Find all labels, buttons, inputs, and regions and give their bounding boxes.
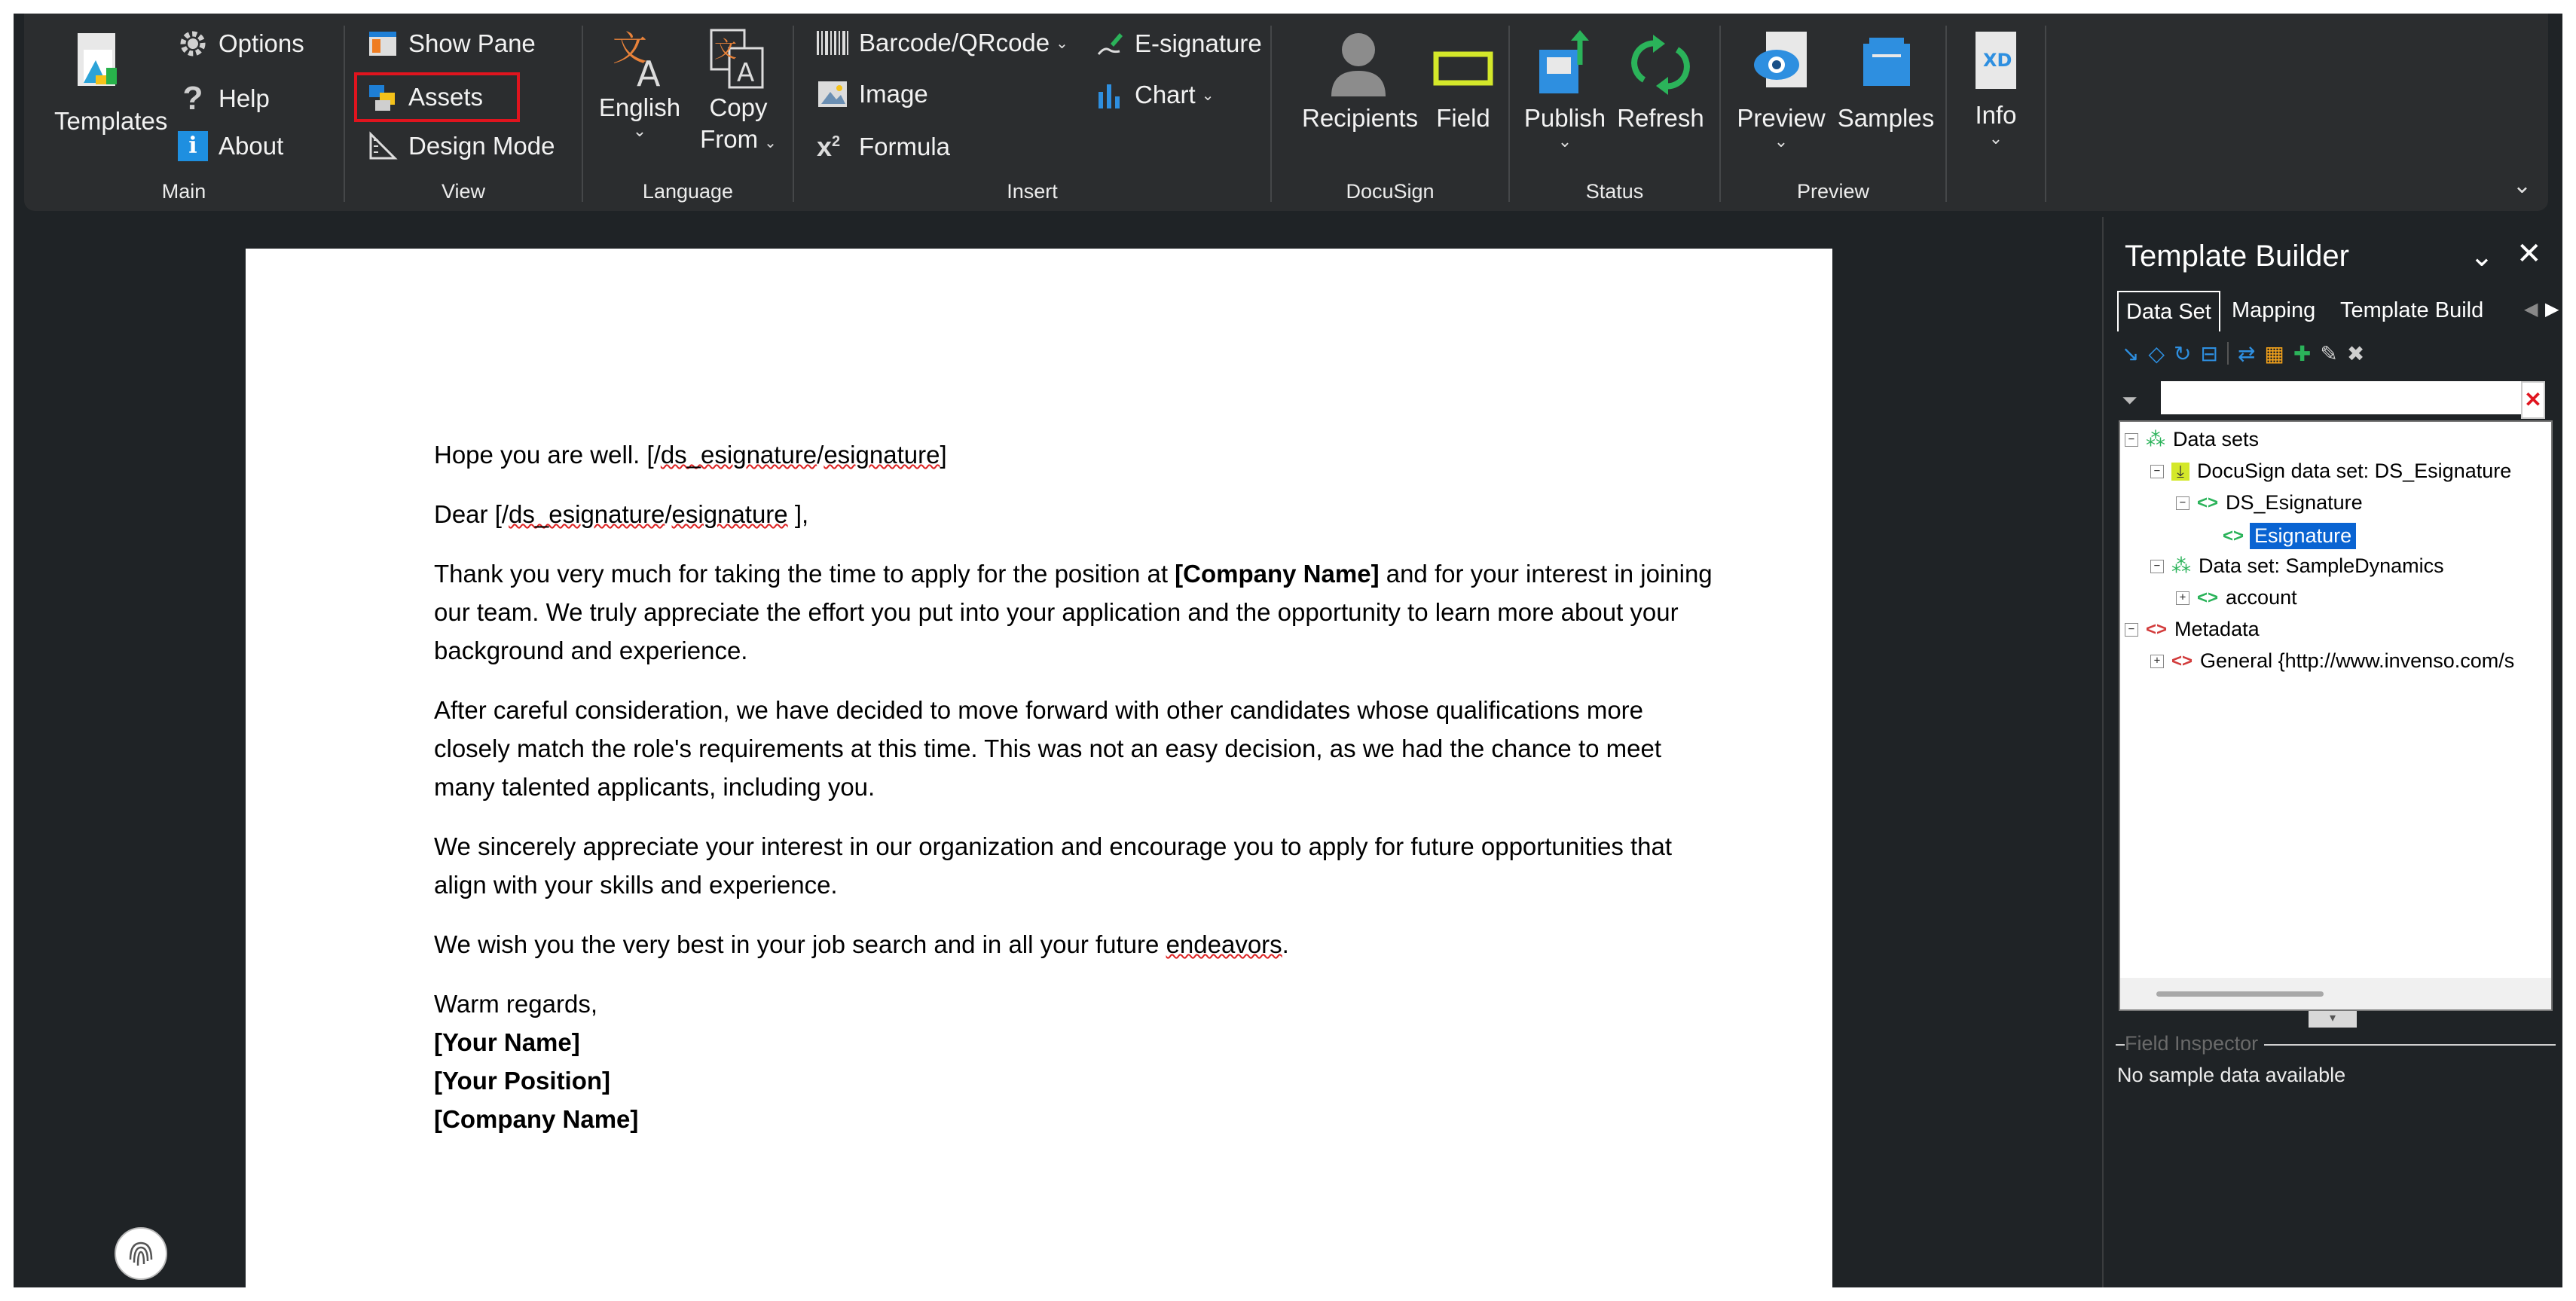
hierarchy-icon: ⁂	[2146, 428, 2165, 450]
no-sample-data-text: No sample data available	[2117, 1064, 2346, 1086]
chart-label: Chart	[1135, 81, 1196, 108]
about-label: About	[218, 132, 284, 160]
fingerprint-icon	[124, 1237, 157, 1270]
chevron-down-icon: ⌄	[764, 135, 777, 151]
splitter-handle[interactable]: ▾	[2309, 1011, 2357, 1028]
group-status-label: Status	[1585, 180, 1644, 203]
panel-collapse-button[interactable]: ⌄	[2470, 241, 2494, 273]
image-icon	[817, 80, 848, 108]
english-label: English	[598, 93, 681, 121]
add-dataset-icon[interactable]: ✚	[2293, 341, 2312, 365]
group-docusign-label: DocuSign	[1346, 180, 1435, 203]
toolbar-separator	[2227, 342, 2229, 365]
templates-label: Templates	[54, 107, 168, 135]
scrollbar-thumb[interactable]	[2156, 991, 2324, 997]
show-pane-button[interactable]	[368, 29, 536, 59]
fingerprint-button[interactable]	[115, 1227, 167, 1280]
tree-node-data-sets[interactable]: − ⁂ Data sets	[2125, 428, 2259, 451]
group-preview-label: Preview	[1796, 180, 1870, 203]
tree-node-metadata[interactable]: − <> Metadata	[2125, 618, 2260, 641]
design-mode-button[interactable]	[368, 131, 555, 161]
group-language	[583, 14, 793, 211]
chart-icon	[1094, 80, 1124, 110]
about-button[interactable]	[178, 131, 283, 161]
formula-button[interactable]	[817, 131, 950, 163]
document-body[interactable]	[434, 435, 1715, 1138]
group-main-label: Main	[161, 180, 206, 203]
templates-button[interactable]	[54, 30, 168, 137]
svg-text:文: 文	[613, 28, 647, 69]
image-button[interactable]	[817, 80, 928, 108]
closing-line: Warm regards,	[434, 990, 597, 1018]
tree-node-account[interactable]: + <> account	[2176, 586, 2297, 609]
panel-title: Template Builder	[2125, 240, 2349, 273]
collapse-icon[interactable]: −	[2176, 496, 2189, 510]
import-icon[interactable]: ↘	[2122, 341, 2140, 365]
barcode-button[interactable]	[817, 29, 1068, 57]
expand-icon[interactable]: +	[2176, 591, 2189, 605]
publish-label: Publish	[1523, 104, 1606, 132]
barcode-icon	[817, 29, 848, 56]
element-icon: <>	[2146, 618, 2168, 640]
chevron-down-icon: ⌄	[1557, 132, 1572, 151]
group-preview	[1721, 14, 1945, 211]
tree-node-general[interactable]: + <> General {http://www.invenso.com/s	[2150, 649, 2514, 673]
options-label: Options	[218, 29, 304, 57]
data-tree	[2119, 420, 2553, 1011]
paragraph-dear: Dear [/ds_esignature/esignature ],	[434, 500, 809, 528]
esignature-icon	[1094, 29, 1124, 59]
group-docusign	[1272, 14, 1508, 211]
formula-label: Formula	[859, 133, 951, 160]
design-mode-label: Design Mode	[408, 132, 555, 160]
panel-toolbar	[2122, 340, 2364, 367]
assets-button[interactable]	[354, 72, 520, 122]
signature-company: [Company Name]	[434, 1105, 639, 1133]
tree-node-ds-esignature[interactable]: − <> DS_Esignature	[2176, 491, 2363, 515]
template-builder-panel	[2102, 217, 2562, 1287]
diamond-icon[interactable]: ◇	[2148, 341, 2165, 365]
chevron-down-icon: ⌄	[1774, 132, 1789, 151]
hierarchy-icon: ⁂	[2171, 554, 2191, 577]
copy-label: Copy	[709, 93, 768, 121]
paragraph-appreciation: We sincerely appreciate your interest in our organization and encourage you to apply for future opportunities that align with your skills and experience.	[434, 832, 1673, 899]
preview-button[interactable]	[1736, 27, 1826, 149]
filter-icon: ⏷	[2122, 389, 2137, 411]
panel-close-button[interactable]: ✕	[2516, 237, 2542, 270]
field-label: Field	[1436, 104, 1490, 132]
refresh-button[interactable]	[1615, 27, 1706, 134]
from-label: From	[700, 125, 759, 153]
info-label: Info	[1975, 101, 2017, 129]
copy-from-button[interactable]	[693, 27, 784, 159]
panel-tabs	[2117, 291, 2558, 330]
group-insert	[794, 14, 1270, 211]
help-label: Help	[218, 84, 270, 112]
collapse-icon[interactable]: −	[2150, 560, 2164, 573]
recipients-label: Recipients	[1302, 104, 1419, 132]
field-inspector-label: Field Inspector	[2125, 1032, 2264, 1055]
svg-text:文: 文	[714, 37, 737, 63]
tree-node-docusign-ds[interactable]: − ⤓ DocuSign data set: DS_Esignature	[2150, 460, 2511, 483]
assets-icon	[368, 82, 398, 112]
add-node-icon[interactable]: ⇄	[2237, 341, 2256, 365]
publish-icon	[1533, 27, 1597, 99]
tab-data-set[interactable]: Data Set	[2117, 291, 2220, 331]
tab-mapping[interactable]: Mapping	[2232, 298, 2316, 322]
download-icon: ⤓	[2171, 463, 2189, 481]
refresh-icon	[1629, 27, 1692, 99]
templates-icon	[73, 30, 126, 102]
group-view-label: View	[441, 180, 486, 203]
collapse-all-icon[interactable]: ⊟	[2200, 341, 2218, 365]
element-icon: <>	[2171, 650, 2193, 671]
image-label: Image	[859, 80, 928, 108]
esignature-label: E-signature	[1135, 29, 1262, 57]
svg-text:A: A	[737, 58, 755, 88]
document-area	[14, 211, 2101, 1287]
tab-scroll-left-icon[interactable]: ◀	[2524, 299, 2538, 319]
assets-label: Assets	[408, 83, 484, 111]
paragraph-greeting: Hope you are well. [/ds_esignature/esignature]	[434, 441, 947, 469]
svg-text:XD: XD	[1983, 50, 2012, 71]
group-main	[24, 14, 344, 211]
info-document-icon	[1969, 27, 2022, 96]
copy-language-icon	[708, 27, 769, 89]
element-icon: <>	[2197, 587, 2219, 608]
svg-text:A: A	[637, 53, 661, 89]
ribbon	[24, 14, 2548, 211]
help-button[interactable]	[178, 80, 270, 118]
esignature-button[interactable]	[1094, 29, 1262, 59]
element-icon: <>	[2223, 525, 2244, 546]
document-page[interactable]	[246, 249, 1832, 1287]
recipients-button[interactable]	[1302, 27, 1419, 134]
tab-template-build[interactable]: Template Build	[2340, 298, 2484, 322]
group-status	[1510, 14, 1719, 211]
preview-label: Preview	[1737, 104, 1826, 132]
group-view	[345, 14, 582, 211]
chart-button[interactable]	[1094, 80, 1214, 110]
preview-icon	[1749, 27, 1813, 99]
search-input[interactable]	[2161, 381, 2521, 414]
chevron-down-icon: ⌄	[1988, 129, 2003, 148]
delete-icon[interactable]: ✖	[2346, 341, 2365, 365]
chevron-down-icon: ⌄	[1201, 87, 1215, 104]
table-icon[interactable]: ▦	[2264, 341, 2284, 365]
app-window	[14, 14, 2562, 1287]
group-info	[1947, 14, 2045, 211]
signature-name: [Your Name]	[434, 1028, 580, 1056]
expand-icon[interactable]: +	[2150, 655, 2164, 668]
samples-button[interactable]	[1837, 27, 1935, 134]
show-pane-label: Show Pane	[408, 29, 536, 57]
tree-node-esignature[interactable]: <> Esignature	[2223, 523, 2356, 549]
info-icon: i	[178, 131, 208, 161]
tree-node-sample-ds[interactable]: − ⁂ Data set: SampleDynamics	[2150, 554, 2444, 578]
signature-position: [Your Position]	[434, 1067, 611, 1095]
samples-icon	[1854, 27, 1917, 99]
collapse-ribbon-button[interactable]: ⌄	[2512, 173, 2532, 198]
refresh-label: Refresh	[1617, 104, 1704, 132]
clear-search-button[interactable]: ✕	[2521, 381, 2545, 419]
gear-icon	[178, 29, 208, 59]
pane-icon	[368, 29, 398, 59]
separator	[2045, 26, 2046, 202]
english-button[interactable]	[598, 27, 681, 139]
field-button[interactable]	[1426, 27, 1501, 134]
samples-label: Samples	[1837, 104, 1935, 132]
paragraph-thanks: Thank you very much for taking the time to apply for the position at [Company Name] and for your interest in joining our team. We truly appreciate the effort you put into your application and the opportunity to learn more about your background and experience.	[434, 560, 1713, 664]
collapse-icon[interactable]: −	[2150, 465, 2164, 478]
options-button[interactable]	[178, 29, 304, 59]
recipients-icon	[1327, 27, 1390, 99]
question-icon: ?	[182, 80, 203, 117]
chevron-down-icon: ⌄	[632, 121, 647, 140]
collapse-icon[interactable]: −	[2125, 623, 2138, 637]
element-icon: <>	[2197, 492, 2219, 513]
edit-icon[interactable]: ✎	[2320, 341, 2338, 365]
reload-icon[interactable]: ↻	[2174, 341, 2192, 365]
ruler-icon	[368, 131, 398, 161]
field-icon	[1432, 27, 1495, 99]
publish-button[interactable]	[1523, 27, 1606, 149]
collapse-icon[interactable]: −	[2125, 433, 2138, 447]
barcode-label: Barcode/QRcode	[859, 29, 1050, 56]
tab-scroll-right-icon[interactable]: ▶	[2545, 299, 2559, 319]
info-button[interactable]	[1954, 27, 2037, 146]
translate-icon	[610, 27, 670, 89]
paragraph-wishes: We wish you the very best in your job search and in all your future endeavors.	[434, 930, 1289, 958]
formula-icon: $x^2$	[817, 131, 841, 162]
paragraph-decision: After careful consideration, we have decided to move forward with other candidates whose qualifications more closely match the role's requirements at this time. This was not an easy decision, as we had the chance to meet many talented applicants, including you.	[434, 696, 1662, 801]
group-insert-label: Insert	[1007, 180, 1058, 203]
horizontal-scrollbar[interactable]	[2120, 978, 2551, 1009]
chevron-down-icon: ⌄	[1056, 35, 1068, 52]
group-language-label: Language	[642, 180, 734, 203]
